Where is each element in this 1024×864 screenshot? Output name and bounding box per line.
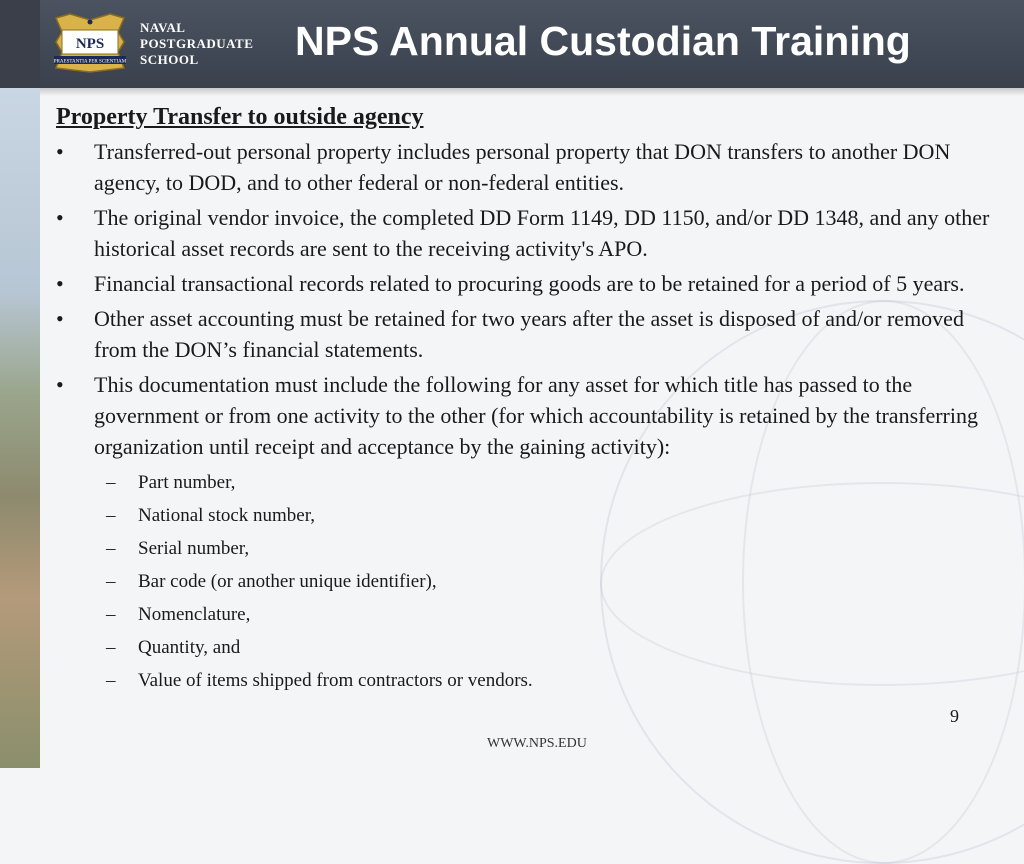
sub-item-dash: – — [106, 604, 116, 625]
sub-item-text: Part number, — [138, 472, 236, 493]
bullet-list — [56, 136, 1001, 462]
sub-item — [56, 631, 1001, 664]
sub-item-text: Bar code (or another unique identifier), — [138, 571, 437, 592]
slide-body — [56, 102, 1001, 697]
bullet-item — [56, 136, 1001, 198]
bullet-text: The original vendor invoice, the completed DD Form 1149, DD 1150, and/or DD 1348, and any other historical asset records are sent to the receiving activity's APO. — [94, 205, 990, 261]
sub-item-dash: – — [106, 571, 116, 592]
bullet-glyph: • — [56, 306, 64, 331]
sub-item-dash: – — [106, 538, 116, 559]
sub-item-dash: – — [106, 472, 116, 493]
sub-item-text: National stock number, — [138, 505, 316, 526]
sub-item-dash: – — [106, 637, 116, 658]
sub-item-text: Value of items shipped from contractors or vendors. — [138, 670, 533, 691]
header-shadow — [40, 88, 1024, 96]
sub-item-text: Quantity, and — [138, 637, 241, 658]
slide-title: NPS Annual Custodian Training — [295, 18, 911, 64]
sub-item-text: Serial number, — [138, 538, 250, 559]
sub-item — [56, 565, 1001, 598]
bullet-text: This documentation must include the following for any asset for which title has passed to the government or from one activity to the other (for which accountability is retained by the transferring organization until receipt and acceptance by the gaining activity): — [94, 372, 978, 459]
bullet-text: Transferred-out personal property includes personal property that DON transfers to another DON agency, to DOD, and to other federal or non-federal entities. — [94, 139, 951, 195]
bullet-glyph: • — [56, 271, 64, 296]
sub-item-text: Nomenclature, — [138, 604, 251, 625]
school-name — [140, 20, 253, 68]
sub-item-list — [56, 466, 1001, 697]
bullet-item — [56, 303, 1001, 365]
sub-item-dash: – — [106, 670, 116, 691]
seal-motto: PRAESTANTIA PER SCIENTIAM — [53, 59, 127, 65]
sub-item — [56, 664, 1001, 697]
sub-item — [56, 499, 1001, 532]
bullet-item — [56, 369, 1001, 462]
section-heading: Property Transfer to outside agency — [56, 104, 424, 130]
sub-item — [56, 466, 1001, 499]
page-number: 9 — [950, 706, 959, 726]
slide-header — [40, 0, 1024, 88]
sub-item — [56, 598, 1001, 631]
left-strip-top — [0, 0, 40, 88]
sub-item-dash: – — [106, 505, 116, 526]
sub-item — [56, 532, 1001, 565]
seal-text: NPS — [75, 36, 105, 52]
bullet-glyph: • — [56, 139, 64, 164]
bullet-glyph: • — [56, 205, 64, 230]
bullet-item — [56, 202, 1001, 264]
bullet-text: Financial transactional records related to procuring goods are to be retained for a period of 5 years. — [94, 271, 965, 296]
footer-url: WWW.NPS.EDU — [487, 736, 587, 751]
campus-photo-strip — [0, 88, 40, 768]
school-name-line-3: SCHOOL — [140, 52, 199, 67]
school-name-line-2: POSTGRADUATE — [140, 36, 254, 51]
nps-seal-icon — [48, 12, 132, 74]
bullet-glyph: • — [56, 372, 64, 397]
school-name-line-1: NAVAL — [140, 20, 186, 35]
bullet-item — [56, 268, 1001, 299]
bullet-text: Other asset accounting must be retained for two years after the asset is disposed of and/or removed from the DON’s financial statements. — [94, 306, 964, 362]
